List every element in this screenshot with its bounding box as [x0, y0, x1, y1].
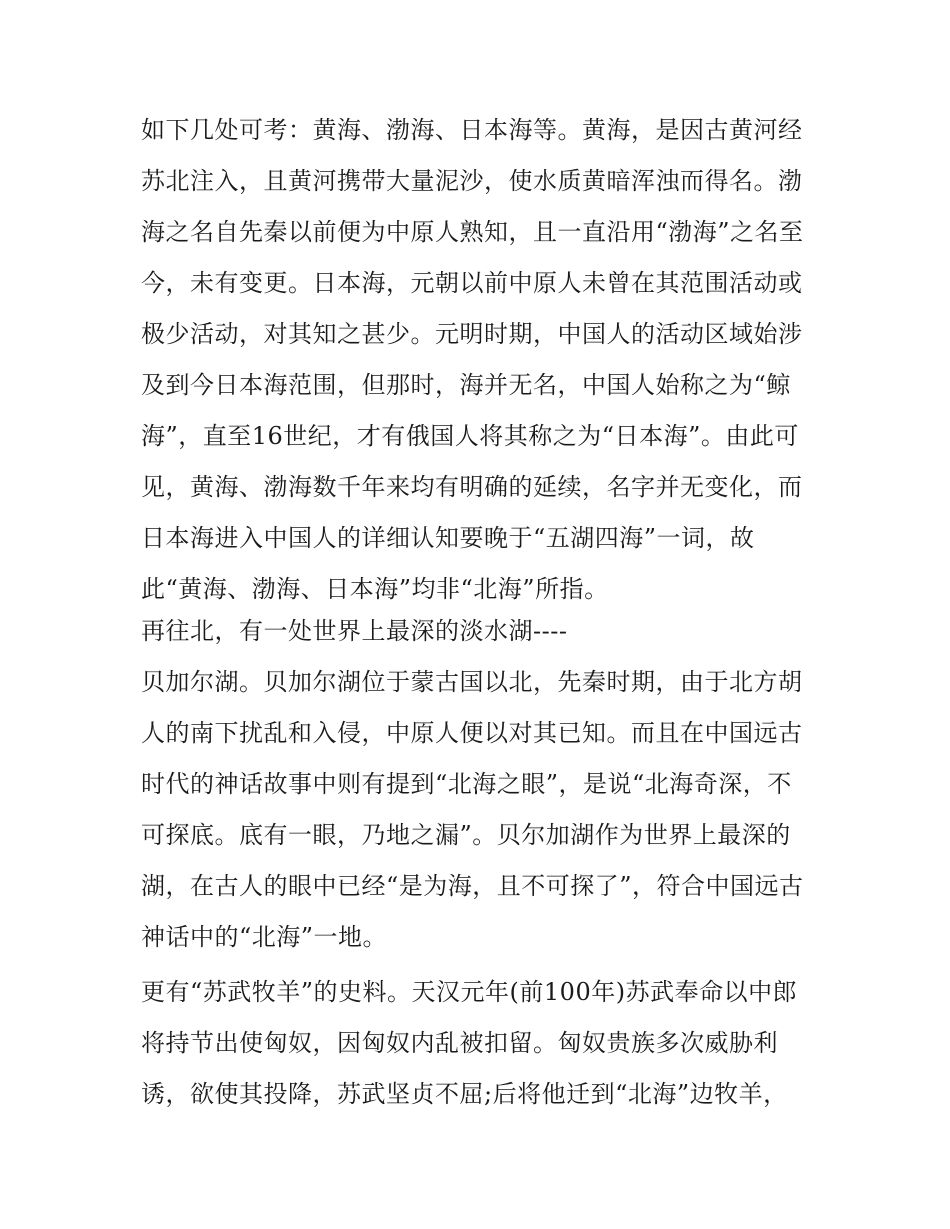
text-line: 湖，在古人的眼中已经“是为海，且不可探了”，符合中国远古: [141, 872, 804, 900]
text-line: 海之名自先秦以前便为中原人熟知，且一直沿用“渤海”之名至: [141, 218, 804, 246]
text-line: 今，未有变更。日本海，元朝以前中原人未曾在其范围活动或: [141, 269, 803, 297]
text-line: 更有“苏武牧羊”的史料。天汉元年(前100年)苏武奉命以中郎: [141, 978, 798, 1006]
text-line: 见，黄海、渤海数千年来均有明确的延续，名字并无变化，而: [141, 473, 803, 501]
text-line: 贝加尔湖。贝加尔湖位于蒙古国以北，先秦时期，由于北方胡: [141, 668, 803, 696]
text-line: 极少活动，对其知之甚少。元明时期，中国人的活动区域始涉: [141, 320, 803, 348]
text-line: 可探底。底有一眼，乃地之漏”。贝尔加湖作为世界上最深的: [141, 821, 791, 849]
text-line: 神话中的“北海”一地。: [141, 923, 388, 951]
text-line: 再往北，有一处世界上最深的淡水湖----: [141, 617, 568, 645]
text-line: 日本海进入中国人的详细认知要晚于“五湖四海”一词，故: [141, 524, 755, 552]
text-line: 人的南下扰乱和入侵，中原人便以对其已知。而且在中国远古: [141, 719, 803, 747]
text-line: 将持节出使匈奴，因匈奴内乱被扣留。匈奴贵族多次威胁利: [141, 1029, 778, 1057]
text-line: 苏北注入，且黄河携带大量泥沙，使水质黄暗浑浊而得名。渤: [141, 167, 803, 195]
text-line: 时代的神话故事中则有提到“北海之眼”，是说“北海奇深，不: [141, 770, 792, 798]
text-line: 及到今日本海范围，但那时，海并无名，中国人始称之为“鲸: [141, 371, 791, 399]
text-line: 海”，直至16世纪，才有俄国人将其称之为“日本海”。由此可: [141, 422, 799, 450]
text-line: 此“黄海、渤海、日本海”均非“北海”所指。: [141, 575, 609, 603]
text-line: 如下几处可考：黄海、渤海、日本海等。黄海，是因古黄河经: [141, 116, 803, 144]
text-line: 诱，欲使其投降，苏武坚贞不屈;后将他迁到“北海”边牧羊，: [141, 1080, 788, 1108]
